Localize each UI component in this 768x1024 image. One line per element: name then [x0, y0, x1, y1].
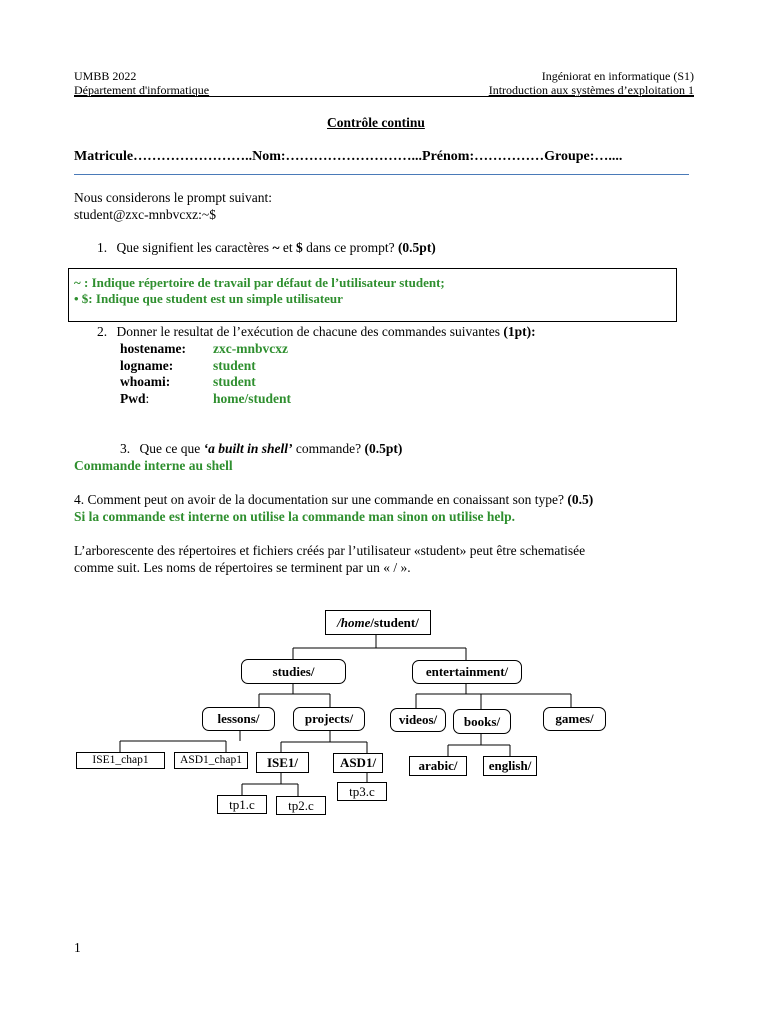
q2-text: Donner le resultat de l’exécution de chacune des commandes suivantes — [116, 324, 504, 339]
q2-cmd-1: hostename: — [120, 341, 186, 356]
q2-points: (1pt): — [503, 324, 536, 339]
q1-number: 1. — [97, 240, 108, 255]
q4-text: 4. Comment peut on avoir de la documentation sur une commande en conaissant son type? — [74, 492, 568, 507]
q3-text-b: commande? — [292, 441, 365, 456]
q4-answer: Si la commande est interne on utilise la commande man sinon on utilise help. — [74, 509, 516, 524]
student-id-line: Matricule……………………..Nom:………………………...Prénom:……………Groupe:….... — [74, 149, 623, 164]
q1-text-a: Que signifient les caractères — [116, 240, 273, 255]
tree-node-ise1-chap1: ISE1_chap1 — [76, 752, 165, 769]
tree-node-projects: projects/ — [293, 707, 365, 731]
tree-node-root — [325, 610, 431, 635]
tree-node-ise1: ISE1/ — [256, 752, 309, 773]
page-title: Contrôle continu — [327, 115, 425, 130]
intro-line1: Nous considerons le prompt suivant: — [74, 190, 272, 205]
q3-emph: ‘a built in shell’ — [203, 441, 293, 456]
page-number: 1 — [74, 940, 81, 955]
q2-result-4: home/student — [213, 391, 292, 406]
tree-intro-line1: L’arborescente des répertoires et fichiers créés par l’utilisateur «student» peut être schematisée — [74, 543, 586, 558]
tree-node-tp3: tp3.c — [337, 782, 387, 801]
q2-result-1: zxc-mnbvcxz — [213, 341, 288, 356]
tree-node-arabic: arabic/ — [409, 756, 467, 776]
tree-root-rest: /student/ — [370, 615, 419, 630]
tree-node-tp2: tp2.c — [276, 796, 326, 815]
q1-answer-line1: ~ : Indique répertoire de travail par défaut de l’utilisateur student; — [74, 275, 445, 290]
header-course: Introduction aux systèmes d’exploitation 1 — [488, 83, 694, 97]
q1-answer-line2: • $: Indique que student est un simple utilisateur — [74, 291, 343, 306]
q2-result-2: student — [213, 358, 256, 373]
q1-text-b: et — [279, 240, 296, 255]
q2-cmd-4-label: Pwd — [120, 391, 146, 406]
q2-cmd-3: whoami: — [120, 374, 171, 389]
tree-root-home: /home — [337, 615, 371, 630]
q2-number: 2. — [97, 324, 108, 339]
tree-node-asd1: ASD1/ — [333, 753, 383, 773]
header-department: Département d'informatique — [74, 83, 210, 97]
q2-result-3: student — [213, 374, 256, 389]
tree-node-asd1-chap1: ASD1_chap1 — [174, 752, 248, 769]
q3-answer: Commande interne au shell — [74, 458, 233, 473]
prompt-text: student@zxc-mnbvcxz:~$ — [74, 207, 216, 222]
q1-tilde: ~ — [272, 240, 280, 255]
q3-text-a: Que ce que — [139, 441, 204, 456]
q1-points: (0.5pt) — [397, 240, 436, 255]
tree-node-english: english/ — [483, 756, 537, 776]
tree-node-games: games/ — [543, 707, 606, 731]
tree-node-lessons: lessons/ — [202, 707, 275, 731]
header-program: Ingéniorat en informatique (S1) — [541, 69, 694, 83]
tree-node-books: books/ — [453, 709, 511, 734]
q3-points: (0.5pt) — [364, 441, 403, 456]
q2-cmd-2: logname: — [120, 358, 174, 373]
q3-number: 3. — [120, 441, 131, 456]
header-school: UMBB 2022 — [74, 69, 137, 83]
q1-text-c: dans ce prompt? — [302, 240, 398, 255]
tree-node-tp1: tp1.c — [217, 795, 267, 814]
q2-cmd-4-colon: : — [145, 391, 150, 406]
tree-node-entertainment: entertainment/ — [412, 660, 522, 684]
q1-dollar: $ — [295, 240, 303, 255]
q4-points: (0.5) — [567, 492, 594, 507]
tree-intro-line2: comme suit. Les noms de répertoires se terminent par un « / ». — [74, 560, 411, 575]
tree-node-studies: studies/ — [241, 659, 346, 684]
tree-node-videos: videos/ — [390, 708, 446, 732]
